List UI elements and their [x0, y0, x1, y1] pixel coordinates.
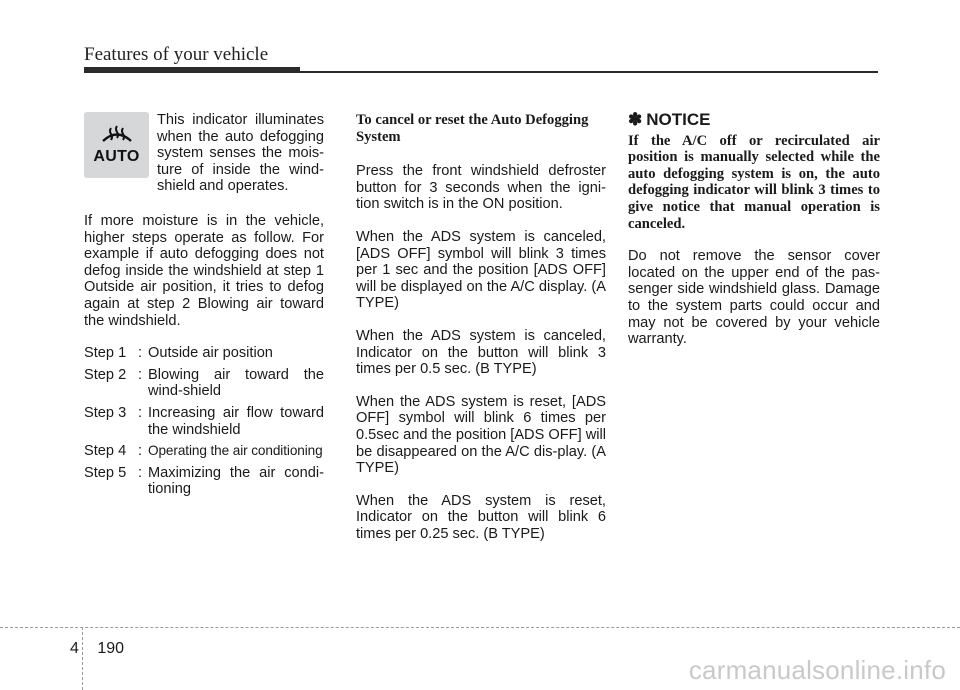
step-separator: :	[138, 345, 143, 362]
notice-heading	[628, 112, 880, 129]
footer-vertical-divider	[82, 627, 83, 690]
step-text: Increasing air flow toward the windshield	[148, 404, 324, 438]
paragraph-press-button: Press the front windshield defroster button for 3 seconds when the igni-tion switch is in the ON position.	[356, 163, 606, 213]
step-text: Maximizing the air condi-tioning	[148, 464, 324, 498]
moisture-paragraph: If more moisture is in the vehicle, higher steps operate as follow. For example if auto defogging does not defog inside the windshield at step 1 Outside air position, it tries to defog again at step 2 Blowing air toward the windshield.	[84, 213, 324, 329]
step-separator: :	[138, 443, 143, 460]
step-label: Step 5	[84, 464, 127, 481]
section-heading: To cancel or reset the Auto Defogging System	[356, 112, 589, 145]
step-list	[84, 345, 324, 498]
step-item	[84, 345, 324, 362]
indicator-description: This indicator illuminates when the auto defogging system senses the mois-ture of inside the wind-shield and operates.	[157, 112, 324, 195]
column-1	[84, 213, 324, 503]
step-label: Step 4	[84, 443, 127, 460]
auto-icon-label: AUTO	[93, 148, 140, 165]
defrost-symbol-icon	[100, 124, 134, 146]
chapter-number: 4	[70, 640, 79, 657]
step-item	[84, 465, 324, 498]
step-label: Step 1	[84, 345, 127, 362]
header-rule-thick	[84, 67, 300, 73]
step-item	[84, 367, 324, 400]
paragraph-reset-a-type: When the ADS system is reset, [ADS OFF] symbol will blink 6 times per 0.5sec and the position [ADS OFF] will be disappeared on the A/C dis-play. (A TYPE)	[356, 393, 606, 477]
page-header-title: Features of your vehicle	[84, 44, 269, 65]
step-label: Step 2	[84, 366, 127, 383]
step-separator: :	[138, 366, 143, 383]
notice-title-text: NOTICE	[646, 110, 711, 129]
auto-defog-icon	[84, 112, 149, 178]
watermark: carmanualsonline.info	[688, 655, 946, 685]
footer-divider	[0, 627, 960, 628]
paragraph-reset-b-type: When the ADS system is reset, Indicator on the button will blink 6 times per 0.25 sec. (B TYPE)	[356, 492, 606, 542]
step-item	[84, 443, 324, 460]
step-separator: :	[138, 404, 143, 421]
step-item	[84, 405, 324, 438]
column-2	[356, 112, 606, 558]
notice-star-icon: ✽	[628, 110, 643, 129]
step-text: Blowing air toward the wind-shield	[148, 366, 324, 400]
step-text: Outside air position	[148, 345, 273, 362]
step-label: Step 3	[84, 404, 127, 421]
page-number-value: 190	[97, 640, 125, 657]
notice-bold-paragraph: If the A/C off or recirculated air position is manually selected while the auto defogging system is on, the auto defogging indicator will blink 3 times to give notice that manual operation is canceled.	[628, 132, 880, 232]
column-3	[628, 112, 880, 364]
header-rule-thin	[300, 71, 878, 73]
paragraph-cancel-b-type: When the ADS system is canceled, Indicator on the button will blink 3 times per 0.5 sec. (B TYPE)	[356, 327, 606, 378]
paragraph-cancel-a-type: When the ADS system is canceled, [ADS OFF] symbol will blink 3 times per 1 sec and the position [ADS OFF] will be displayed on the A/C display. (A TYPE)	[356, 228, 606, 312]
step-text: Operating the air conditioning	[148, 443, 323, 459]
page-number	[70, 640, 124, 658]
notice-paragraph: Do not remove the sensor cover located on the upper end of the pas-senger side windshield glass. Damage to the system parts could occur and may not be covered by your vehicle warranty.	[628, 248, 880, 348]
step-separator: :	[138, 464, 143, 481]
